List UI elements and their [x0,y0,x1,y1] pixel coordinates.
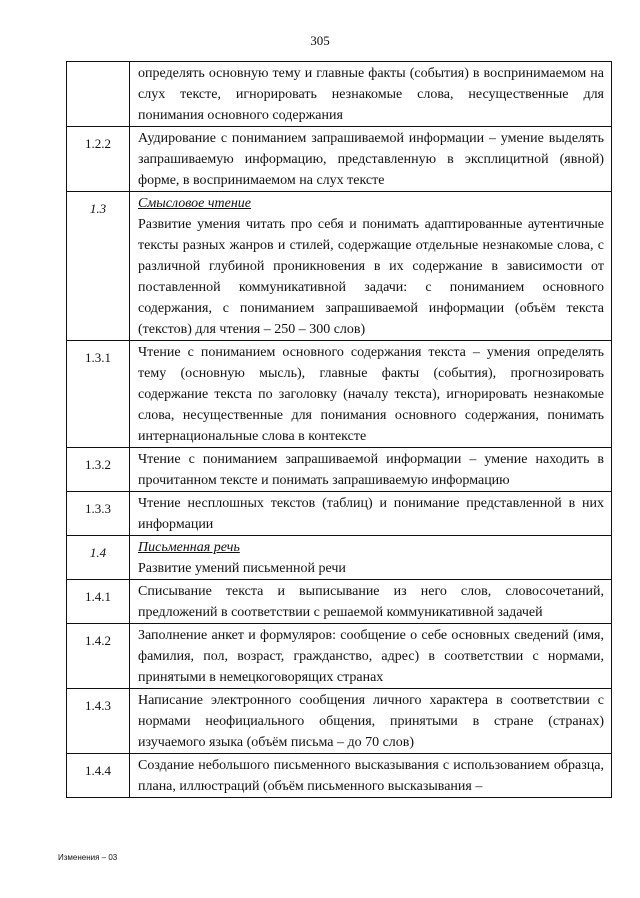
section-heading: Смысловое чтение [138,196,252,211]
row-text: Создание небольшого письменного высказывания с использованием образца, плана, иллюстраций (объём письменного высказывания – [130,754,612,798]
row-text: Развитие умения читать про себя и понимать адаптированные аутентичные тексты разных жанров и стилей, содержащие отдельные незнакомые слова, с различной глубиной проникновения в их содержание в зависимости от поставленной коммуникативной задачи: с пониманием основного содержания, с пониманием запрашиваемой информации (объём текста (текстов) для чтения – 250 – 300 слов) [138,217,604,337]
row-code: 1.3.3 [67,492,130,536]
row-text: Чтение с пониманием запрашиваемой информации – умение находить в прочитанном тексте и понимать запрашиваемую информацию [130,448,612,492]
table-row [67,689,612,754]
table-row [67,62,612,127]
table-row [67,492,612,536]
row-code: 1.4.3 [67,689,130,754]
row-code: 1.4 [67,536,130,580]
row-text: Аудирование с пониманием запрашиваемой информации – умение выделять запрашиваемую информацию, представленную в эксплицитной (явной) форме, в воспринимаемом на слух тексте [130,127,612,192]
table-row [67,192,612,341]
requirements-table [66,61,612,798]
row-text: определять основную тему и главные факты (события) в воспринимаемом на слух тексте, игнорировать незнакомые слова, несущественные для понимания основного содержания [130,62,612,127]
row-cell [130,536,612,580]
row-text: Развитие умений письменной речи [138,561,346,576]
section-heading: Письменная речь [138,540,240,555]
table-row [67,580,612,624]
row-code: 1.3.1 [67,341,130,448]
table-row [67,754,612,798]
row-code: 1.3.2 [67,448,130,492]
row-code: 1.4.1 [67,580,130,624]
row-cell [130,192,612,341]
table-row [67,448,612,492]
table-row [67,127,612,192]
row-text: Написание электронного сообщения личного характера в соответствии с нормами неофициального общения, принятыми в стране (странах) изучаемого языка (объём письма – до 70 слов) [130,689,612,754]
row-code: 1.4.4 [67,754,130,798]
row-code [67,62,130,127]
row-code: 1.2.2 [67,127,130,192]
row-text: Чтение несплошных текстов (таблиц) и понимание представленной в них информации [130,492,612,536]
row-text: Заполнение анкет и формуляров: сообщение о себе основных сведений (имя, фамилия, пол, возраст, гражданство, адрес) в соответствии с нормами, принятыми в немецкоговорящих странах [130,624,612,689]
row-text: Чтение с пониманием основного содержания текста – умения определять тему (основную мысль), главные факты (события), прогнозировать содержание текста по заголовку (началу текста), игнорировать незнакомые слова, несущественные для понимания основного содержания, понимать интернациональные слова в контексте [130,341,612,448]
footer-revision: Изменения – 03 [58,853,118,862]
page-number: 305 [310,33,330,48]
table-row [67,624,612,689]
table-row [67,341,612,448]
row-code: 1.3 [67,192,130,341]
table-row [67,536,612,580]
row-text: Списывание текста и выписывание из него слов, словосочетаний, предложений в соответствии с решаемой коммуникативной задачей [130,580,612,624]
row-code: 1.4.2 [67,624,130,689]
